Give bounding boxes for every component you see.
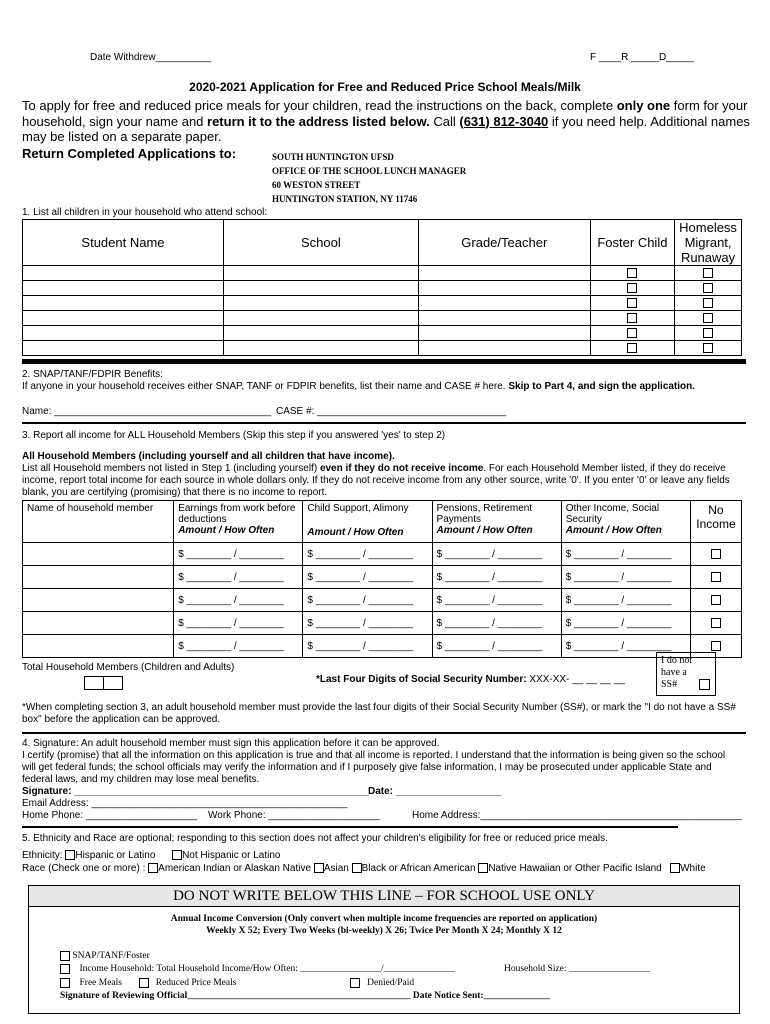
col-household-member: Name of household member <box>23 501 174 543</box>
total-members-label: Total Household Members (Children and Adults) <box>22 662 235 673</box>
page-title: 2020-2021 Application for Free and Reduced Price School Meals/Milk <box>189 80 581 94</box>
step4-block: 4. Signature: An adult household member must sign this application before it can be approved. I certify (promise) that all the information on this application is true and that all income is reported. I understand that the information is being given so the school will get federal funds; the school officials may verify the information and if I purposely give false information, I may be prosecuted under applicable State and federal laws, and my children may lose meal benefits. <box>22 738 726 785</box>
table-row <box>23 311 742 326</box>
date-field[interactable]: Date: ___________________ <box>368 786 502 797</box>
intro-text: To apply for free and reduced price meals for your children, read the instructions on the back, complete only one form for your household, sign your name and return it to the address listed below. Call (631) 812-3040 if you need help. Additional names may be listed on a separate paper. <box>22 98 750 144</box>
snap-case-field[interactable]: CASE #: __________________________________ <box>276 406 507 417</box>
race-checkbox[interactable] <box>478 863 488 873</box>
race-checkbox[interactable] <box>670 863 680 873</box>
col-school: School <box>223 220 418 266</box>
col-pensions: Pensions, Retirement Payments Amount / How Often <box>432 501 561 543</box>
no-income-checkbox[interactable] <box>711 572 721 582</box>
col-child-support: Child Support, Alimony Amount / How Often <box>303 501 432 543</box>
ssn-field[interactable]: *Last Four Digits of Social Security Number: XXX-XX- __ __ __ __ <box>316 674 625 685</box>
divider <box>22 422 746 424</box>
step3-bold-title: All Household Members (including yourself and all children that have income). <box>22 451 395 462</box>
foster-checkbox[interactable] <box>627 268 637 278</box>
col-student-name: Student Name <box>23 220 224 266</box>
no-income-checkbox[interactable] <box>711 595 721 605</box>
table-row <box>23 326 742 341</box>
office-household-size: Household Size: _________________ <box>504 964 650 974</box>
email-field[interactable]: Email Address: ______________________________________________ <box>22 798 348 809</box>
divider <box>22 732 746 734</box>
hispanic-checkbox[interactable] <box>65 850 75 860</box>
return-label: Return Completed Applications to: <box>22 146 237 161</box>
col-other-income: Other Income, Social Security Amount / How Often <box>561 501 690 543</box>
no-income-checkbox[interactable] <box>711 549 721 559</box>
col-no-income: No Income <box>690 501 741 543</box>
table-row: $ ________ / ________ $ ________ / ________ $ ________ / ________ $ ________ / ________ <box>23 612 742 635</box>
race-checkbox[interactable] <box>314 863 324 873</box>
total-members-box-2[interactable] <box>103 676 123 690</box>
date-withdrew: Date Withdrew__________ <box>90 52 212 63</box>
table-row: $ ________ / ________ $ ________ / ________ $ ________ / ________ $ ________ / ________ <box>23 589 742 612</box>
not-hispanic-checkbox[interactable] <box>172 850 182 860</box>
col-earnings: Earnings from work before deductions Amount / How Often <box>174 501 303 543</box>
table-row <box>23 266 742 281</box>
step3-instructions: List all Household members not listed in Step 1 (including yourself) even if they do not receive income. For each Household Member listed, if they do receive income, report total income for each source in whole dollars only. If they do not receive income from any other source, write '0'. If you enter '0' or leave any fields blank, you are certifying (promising) that there is no income to report. <box>22 463 730 498</box>
homeless-checkbox[interactable] <box>703 283 713 293</box>
no-ssn-box: I do not have a SS# <box>656 652 716 696</box>
race-checkbox[interactable] <box>148 863 158 873</box>
step1-label: 1. List all children in your household who attend school: <box>22 207 268 218</box>
homeless-checkbox[interactable] <box>703 268 713 278</box>
col-grade-teacher: Grade/Teacher <box>418 220 590 266</box>
foster-checkbox[interactable] <box>627 298 637 308</box>
foster-checkbox[interactable] <box>627 313 637 323</box>
office-snap: SNAP/TANF/Foster <box>60 951 150 961</box>
office-status: Free Meals Reduced Price Meals <box>60 978 236 988</box>
children-table <box>22 219 742 356</box>
homeless-checkbox[interactable] <box>703 298 713 308</box>
status-codes: F ____R _____D_____ <box>590 52 694 63</box>
foster-checkbox[interactable] <box>627 283 637 293</box>
no-income-checkbox[interactable] <box>711 618 721 628</box>
homeless-checkbox[interactable] <box>703 328 713 338</box>
total-members-box-1[interactable] <box>84 676 104 690</box>
divider <box>22 826 678 828</box>
snap-name-field[interactable]: Name: _______________________________________ <box>22 406 272 417</box>
step2-text: If anyone in your household receives either SNAP, TANF or FDPIR benefits, list their name and CASE # here. Skip to Part 4, and sign the application. <box>22 381 696 392</box>
no-ssn-checkbox[interactable] <box>699 679 710 690</box>
signature-field[interactable]: Signature: _____________________________________________________ <box>22 786 369 797</box>
step3-title: 3. Report all income for ALL Household Members (Skip this step if you answered 'yes' to step 2) <box>22 430 446 441</box>
table-row: $ ________ / ________ $ ________ / ________ $ ________ / ________ $ ________ / ________ <box>23 566 742 589</box>
race-checkbox[interactable] <box>352 863 362 873</box>
foster-checkbox[interactable] <box>627 328 637 338</box>
col-homeless: Homeless Migrant, Runaway <box>675 220 742 266</box>
step5-title: 5. Ethnicity and Race are optional; responding to this section does not affect your children's eligibility for free or reduced price meals. <box>22 833 608 844</box>
no-income-checkbox[interactable] <box>711 641 721 651</box>
ethnicity-row: Ethnicity: Hispanic or Latino Not Hispanic or Latino <box>22 850 281 861</box>
income-conversion: Annual Income Conversion (Only convert when multiple income frequencies are reported on application) Weekly X 52; Every Two Weeks (bi-weekly) X 26; Twice Per Month X 24; Monthly X 12 <box>170 914 598 936</box>
income-table <box>22 500 742 658</box>
divider <box>22 359 746 364</box>
foster-checkbox[interactable] <box>627 343 637 353</box>
return-address: SOUTH HUNTINGTON UFSD OFFICE OF THE SCHOOL LUNCH MANAGER 60 WESTON STREET HUNTINGTON STATION, NY 11746 <box>272 152 467 204</box>
office-income: Income Household: Total Household Income/How Often: _________________/_______________ <box>60 964 455 974</box>
reviewer-signature: Signature of Reviewing Official_______________________________________________ Date Notice Sent:______________ <box>60 991 551 1001</box>
table-row <box>23 281 742 296</box>
home-address-field[interactable]: Home Address:_______________________________________________ <box>412 810 742 821</box>
table-row <box>23 341 742 356</box>
table-row: $ ________ / ________ $ ________ / ________ $ ________ / ________ $ ________ / ________ <box>23 635 742 658</box>
ssn-note: *When completing section 3, an adult household member must provide the last four digits of their Social Security Number (SS#), or mark the "I do not have a SS# box" before the application can be approved. <box>22 702 736 725</box>
office-banner: DO NOT WRITE BELOW THIS LINE – FOR SCHOOL USE ONLY <box>28 885 740 907</box>
homeless-checkbox[interactable] <box>703 343 713 353</box>
col-foster-child: Foster Child <box>590 220 674 266</box>
work-phone-field[interactable]: Work Phone: ____________________ <box>208 810 380 821</box>
table-row <box>23 296 742 311</box>
home-phone-field[interactable]: Home Phone: ____________________ <box>22 810 198 821</box>
race-row: Race (Check one or more) : American Indian or Alaskan Native Asian Black or African American Native Hawaiian or Other Pacific Island White <box>22 863 706 874</box>
office-denied: Denied/Paid <box>350 978 414 988</box>
table-row: $ ________ / ________ $ ________ / ________ $ ________ / ________ $ ________ / ________ <box>23 543 742 566</box>
step2-title: 2. SNAP/TANF/FDPIR Benefits: <box>22 369 163 380</box>
homeless-checkbox[interactable] <box>703 313 713 323</box>
